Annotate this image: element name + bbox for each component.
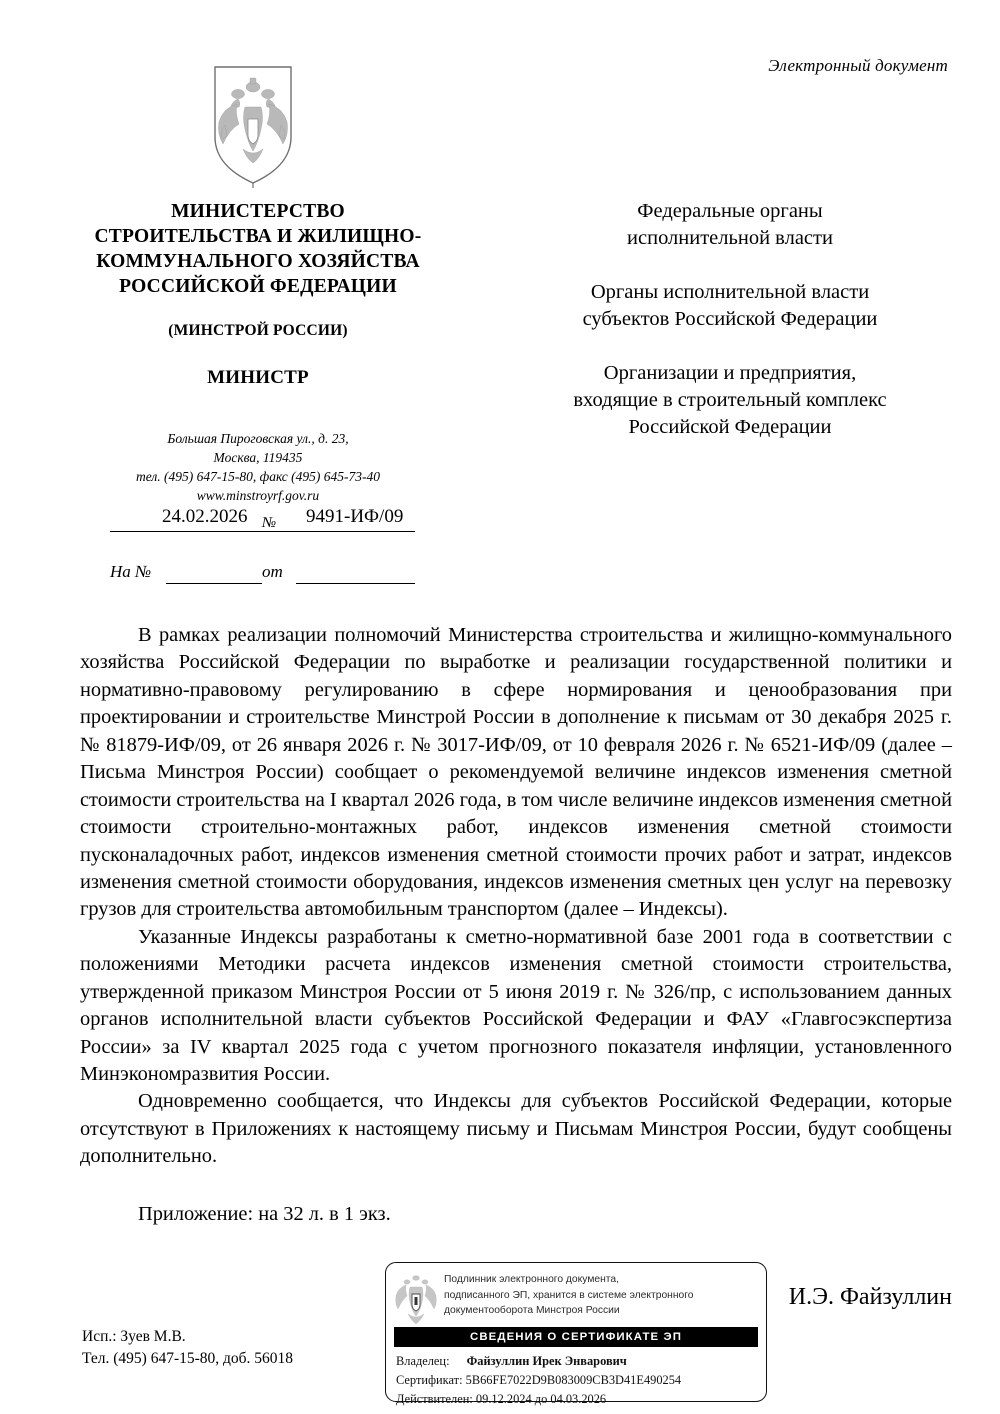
stamp-owner-label: Владелец: [396, 1353, 450, 1368]
incoming-reference-row [110, 554, 415, 584]
addressee-line: Организации и предприятия, [603, 362, 857, 385]
footer-phone: Тел. (495) 647-15-80, доб. 56018 [82, 1350, 294, 1368]
stamp-certificate-label: Сертификат: [396, 1372, 463, 1387]
addressee-block [505, 198, 955, 441]
addressee-line: исполнительной власти [627, 227, 833, 250]
document-date: 24.02.2026 [162, 506, 248, 527]
incoming-number-blank [166, 583, 262, 584]
addressee-group-federal [505, 198, 955, 252]
document-body [80, 622, 952, 1228]
addressee-group-organizations [505, 360, 955, 441]
ministry-name-line-2: СТРОИТЕЛЬСТВА И ЖИЛИЩНО- [94, 225, 422, 247]
number-symbol: № [262, 515, 277, 531]
stamp-validity-value: 09.12.2024 до 04.03.2026 [475, 1392, 607, 1407]
russian-coat-of-arms-icon [205, 63, 301, 188]
body-paragraph-2: Указанные Индексы разработаны к сметно-нормативной базе 2001 года в соответствии с положениями Методики расчета индексов изменения сметной стоимости строительства, утвержденной приказом Минстроя России от 5 июня 2019 г. № 326/пр, с использованием данных органов исполнительной власти субъектов Российской Федерации и ФАУ «Главгосэкспертиза России» за IV квартал 2025 года с учетом прогнозного показателя инфляции, установленного Минэкономразвития России. [80, 925, 952, 1085]
stamp-header [386, 1263, 766, 1324]
ministry-name-line-3: КОММУНАЛЬНОГО ХОЗЯЙСТВА [96, 250, 420, 272]
addressee-line: Федеральные органы [637, 200, 823, 222]
ministry-short-name: (МИНСТРОЙ РОССИИ) [168, 321, 348, 339]
reference-block [110, 500, 415, 584]
addressee-line: Органы исполнительной власти [590, 281, 870, 304]
outgoing-reference-row [110, 500, 415, 532]
reference-rule [110, 531, 415, 532]
body-paragraph-3: Одновременно сообщается, что Индексы для субъектов Российской Федерации, которые отсутствуют в Приложениях к настоящему письму и Письмам Минстроя России, будут сообщены дополнительно. [80, 1090, 952, 1168]
stamp-owner-name: Файзуллин Ирек Энварович [466, 1353, 627, 1368]
stamp-certificate-fields [386, 1347, 766, 1410]
stamp-validity-row [396, 1390, 756, 1409]
ministry-name [58, 200, 458, 300]
signer-role: МИНИСТР [207, 366, 309, 388]
address-website: www.minstroyrf.gov.ru [196, 488, 320, 504]
body-paragraph-1: В рамках реализации полномочий Министерства строительства и жилищно-коммунального хозяйства Российской Федерации по выработке и реализации государственной политики и нормативно-правовому регулированию в сфере нормирования и ценообразования при проектировании и строительстве Минстрой России в дополнение к письмам от 30 декабря 2025 г. № 81879-ИФ/09, от 26 января 2026 г. № 3017-ИФ/09, от 10 февраля 2026 г. № 6521-ИФ/09 (далее – Письма Минстроя России) сообщает о рекомендуемой величине индексов изменения сметной стоимости строительства на I квартал 2026 года, в том числе величине индексов изменения сметной стоимости строительно-монтажных работ, индексов изменения сметной стоимости пусконаладочных работ, индексов изменения сметной стоимости прочих работ и затрат, индексов изменения сметной стоимости оборудования, индексов изменения сметных цен услуг на перевозку грузов для строительства автомобильным транспортом (далее – Индексы). [80, 624, 952, 921]
stamp-validity-label: Действителен: [396, 1392, 473, 1407]
stamp-certificate-row [396, 1371, 756, 1390]
stamp-description-line: подписанного ЭП, хранится в системе электронного [444, 1289, 694, 1301]
ministry-name-line-4: РОССИЙСКОЙ ФЕДЕРАЦИИ [119, 275, 397, 297]
incoming-number-label: На № [110, 562, 152, 581]
addressee-line: субъектов Российской Федерации [582, 308, 878, 331]
addressee-line: Российской Федерации [628, 416, 832, 439]
addressee-group-regional [505, 279, 955, 333]
stamp-coat-of-arms-icon [394, 1270, 438, 1324]
stamp-description [444, 1270, 694, 1319]
stamp-description-line: Подлинник электронного документа, [444, 1274, 619, 1285]
incoming-date-blank [296, 583, 415, 584]
ministry-address [58, 429, 458, 506]
stamp-band-title: СВЕДЕНИЯ О СЕРТИФИКАТЕ ЭП [394, 1327, 758, 1347]
document-number: 9491-ИФ/09 [306, 506, 404, 527]
address-city: Москва, 119435 [213, 449, 303, 465]
electronic-signature-stamp [385, 1262, 767, 1407]
ministry-name-line-1: МИНИСТЕРСТВО [171, 201, 345, 222]
stamp-owner-row [396, 1352, 756, 1371]
footer-executor: Исп.: Зуев М.В. [82, 1328, 186, 1345]
signer-name: И.Э. Файзуллин [788, 1284, 952, 1310]
stamp-certificate-value: 5B66FE7022D9B083009CB3D41E490254 [465, 1372, 682, 1387]
address-phone: тел. (495) 647-15-80, факс (495) 645-73-40 [135, 469, 380, 485]
incoming-date-label: от [262, 562, 283, 581]
stamp-description-line: документооборота Минстроя России [444, 1305, 620, 1317]
letterhead [58, 200, 458, 505]
addressee-line: входящие в строительный комплекс [573, 389, 887, 412]
address-street: Большая Пироговская ул., д. 23, [167, 430, 349, 446]
document-footer [82, 1326, 293, 1371]
attachment-note: Приложение: на 32 л. в 1 экз. [138, 1202, 391, 1225]
electronic-document-note: Электронный документ [768, 56, 948, 75]
